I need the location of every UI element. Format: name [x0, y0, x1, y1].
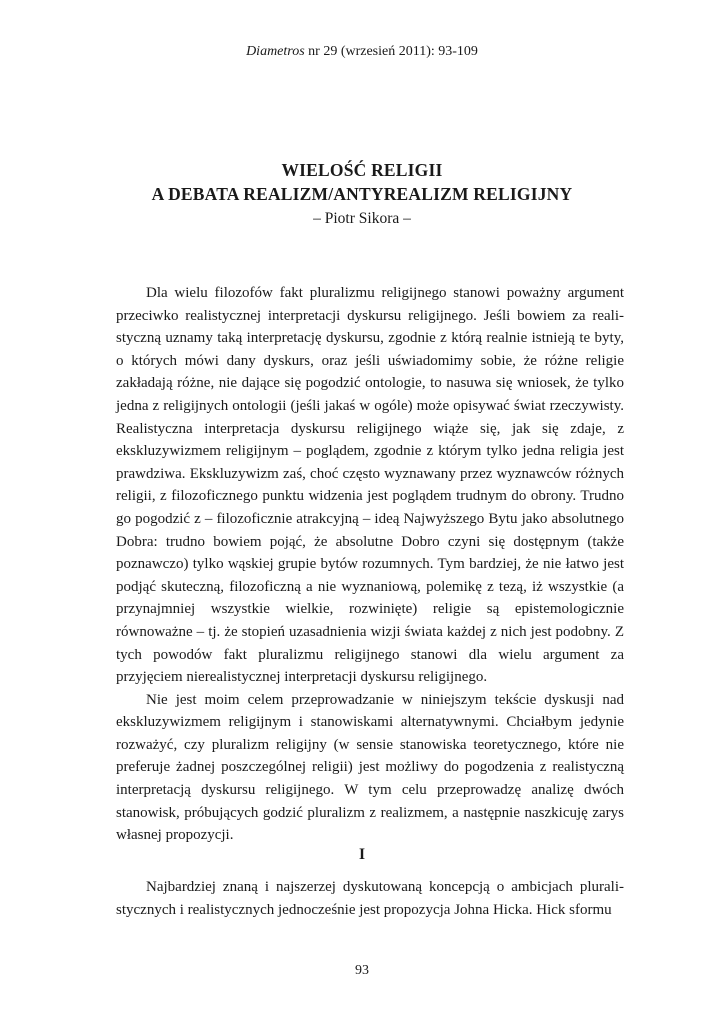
- author-name: – Piotr Sikora –: [313, 210, 411, 227]
- paragraph-3: Najbardziej znaną i najszerzej dyskutowaną koncepcją o ambicjach pluralistycznych i realistycznych jednocześnie jest propozycja Johna Hicka. Hick sformu: [116, 879, 624, 918]
- journal-name: Diametros: [246, 44, 305, 59]
- article-title-line-1: WIELOŚĆ RELIGII: [281, 160, 443, 180]
- page-number: 93: [355, 963, 369, 978]
- paragraph-2: Nie jest moim celem przeprowadzanie w niniejszym tekście dyskusji nad ekskluzywizmem religijnym i stanowiskami alternatywnymi. Chciałbym jedynie rozważyć, czy pluralizm religijny (w sensie stanowiska teoretycznego, które nie preferuje żadnej poszczególnej religii) jest możliwy do pogodzenia z realistyczną interpretacją dyskursu religijnego. W tym celu przeprowadzę analizę dwóch stanowisk, próbujących godzić pluralizm z realizmem, a następnie naszkicuję zarys własnej propozycji.: [116, 691, 624, 844]
- paragraph-1: Dla wielu filozofów fakt pluralizmu religijnego stanowi poważny argument przeciwko realistycznej interpretacji dyskursu religijnego. Jeśli bowiem za realistyczną uznamy taką interpretację dyskursu, zgodnie z którą realnie istnieją te byty, o których mówi dany dyskurs, oraz jeśli uświadomimy sobie, że różne religie zakładają różne, nie dające się pogodzić ontologie, to nasuwa się wniosek, że tylko jedna z religijnych ontologii (jeśli jakaś w ogóle) może opisywać świat rzeczywisty. Realistyczna interpretacja dyskursu religijnego wiąże się, jak się zdaje, z ekskluzywizmem religijnym – poglądem, zgodnie z którym tylko jedna religia jest prawdziwa. Ekskluzywizm zaś, choć często wyznawany przez wyznawców różnych religii, z filozoficznego punktu widzenia jest poglądem trudnym do obrony. Trudno go pogodzić z – filozoficznie atrakcyjną – ideą Najwyższego Bytu jako absolutnego Dobra: trudno bowiem pojąć, że absolutne Dobro czyni się dostępnym (także poznawczo) tylko wąskiej grupie bytów rozumnych. Tym bardziej, że nie łatwo jest podjąć skuteczną, filozoficzną a nie wyznaniową, polemikę z tezą, iż wszystkie (a przynajmniej wszystkie wielkie, rozwinięte) religie są epistemologicznie równoważne – tj. że stopień uzasadnienia wizji świata każdej z nich jest podobny. Z tych powodów fakt pluralizmu religijnego stanowi dla wielu argument za przyjęciem nierealistycznej interpretacji dyskursu religijnego.: [116, 285, 624, 686]
- issue-info: nr 29 (wrzesień 2011): 93-109: [304, 44, 478, 59]
- running-header: [0, 43, 724, 61]
- section-heading: I: [358, 846, 366, 863]
- title-block: [0, 158, 724, 230]
- article-title-line-2: A DEBATA REALIZM/ANTYREALIZM RELIGIJNY: [151, 184, 573, 204]
- article-body-section-1: [116, 876, 624, 921]
- article-body: [116, 282, 624, 847]
